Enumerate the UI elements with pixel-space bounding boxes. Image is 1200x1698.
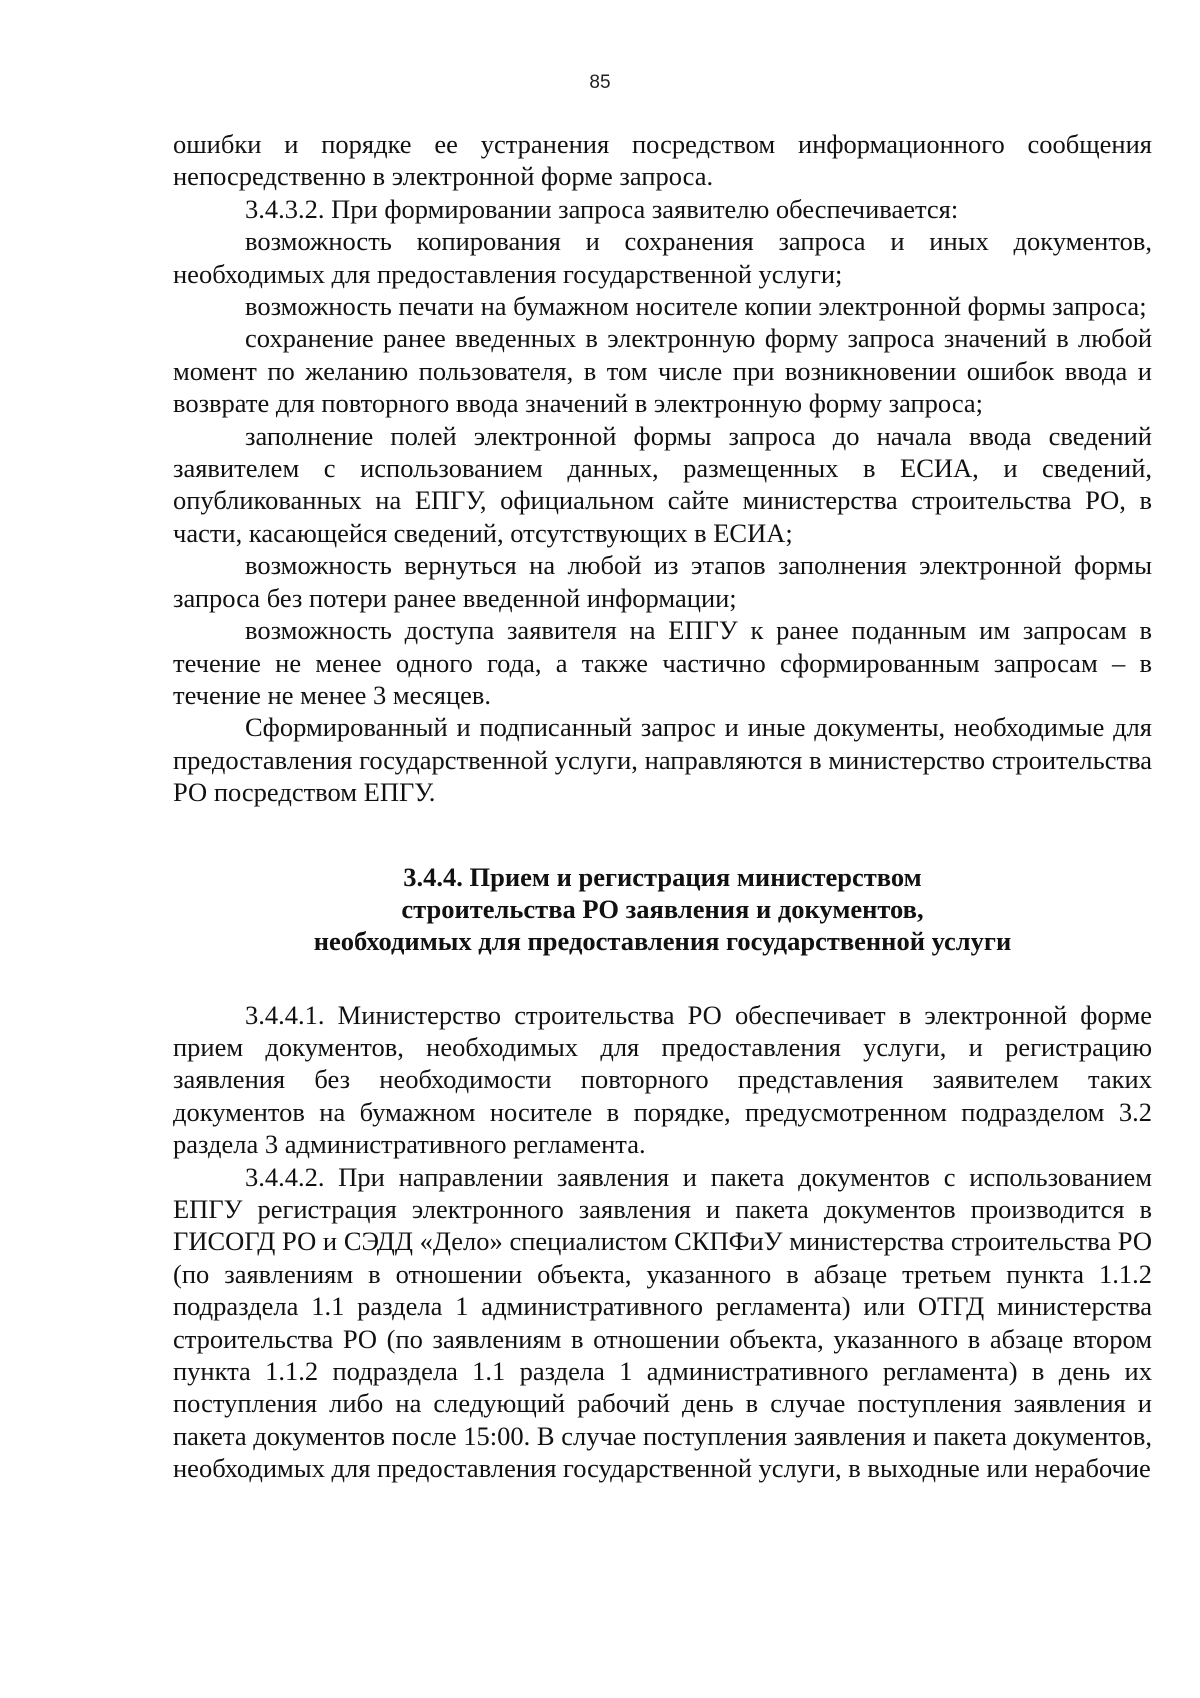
document-body <box>173 128 1152 1485</box>
paragraph: возможность вернуться на любой из этапов заполнения электронной формы запроса без потери ранее введенной информации; <box>173 550 1152 613</box>
paragraph: Сформированный и подписанный запрос и иные документы, необходимые для предоставления государственной услуги, направляются в министерство строительства РО посредством ЕПГУ. <box>173 712 1152 808</box>
page-number: 85 <box>589 72 611 93</box>
paragraph: 3.4.4.2. При направлении заявления и пакета документов с использованием ЕПГУ регистрация электронного заявления и пакета документов производится в ГИСОГД РО и СЭДД «Дело» специалистом СКПФиУ министерства строительства РО (по заявлениям в отношении объекта, указанного в абзаце третьем пункта 1.1.2 подраздела 1.1 раздела 1 административного регламента) или ОТГД министерства строительства РО (по заявлениям в отношении объекта, указанного в абзаце втором пункта 1.1.2 подраздела 1.1 раздела 1 административного регламента) в день их поступления либо на следующий рабочий день в случае поступления заявления и пакета документов после 15:00. В случае поступления заявления и пакета документов, необходимых для предоставления государственной услуги, в выходные или нерабочие <box>173 1161 1152 1484</box>
paragraph: 3.4.4.1. Министерство строительства РО обеспечивает в электронной форме прием документов, необходимых для предоставления услуги, и регистрацию заявления без необходимости повторного представления заявителем таких документов на бумажном носителе в порядке, предусмотренном подразделом 3.2 раздела 3 административного регламента. <box>173 999 1152 1160</box>
paragraph: возможность печати на бумажном носителе копии электронной формы запроса; <box>245 291 1147 322</box>
section-heading-line: строительства РО заявления и документов, <box>401 893 924 924</box>
paragraph: ошибки и порядке ее устранения посредством информационного сообщения непосредственно в электронной форме запроса. <box>173 129 1152 192</box>
section-heading <box>173 861 1152 957</box>
section-heading-line: 3.4.4. Прием и регистрация министерством <box>403 861 922 892</box>
section-heading-line: необходимых для предоставления государственной услуги <box>313 925 1012 956</box>
paragraph: 3.4.3.2. При формировании запроса заявителю обеспечивается: <box>245 193 959 224</box>
paragraph: заполнение полей электронной формы запроса до начала ввода сведений заявителем с использованием данных, размещенных в ЕСИА, и сведений, опубликованных на ЕПГУ, официальном сайте министерства строительства РО, в части, касающейся сведений, отсутствующих в ЕСИА; <box>173 420 1152 548</box>
paragraph: сохранение ранее введенных в электронную форму запроса значений в любой момент по желанию пользователя, в том числе при возникновении ошибок ввода и возврате для повторного ввода значений в электронную форму запроса; <box>173 323 1152 419</box>
paragraph: возможность копирования и сохранения запроса и иных документов, необходимых для предоставления государственной услуги; <box>173 226 1152 289</box>
paragraph: возможность доступа заявителя на ЕПГУ к ранее поданным им запросам в течение не менее одного года, а также частично сформированным запросам – в течение не менее 3 месяцев. <box>173 615 1152 710</box>
